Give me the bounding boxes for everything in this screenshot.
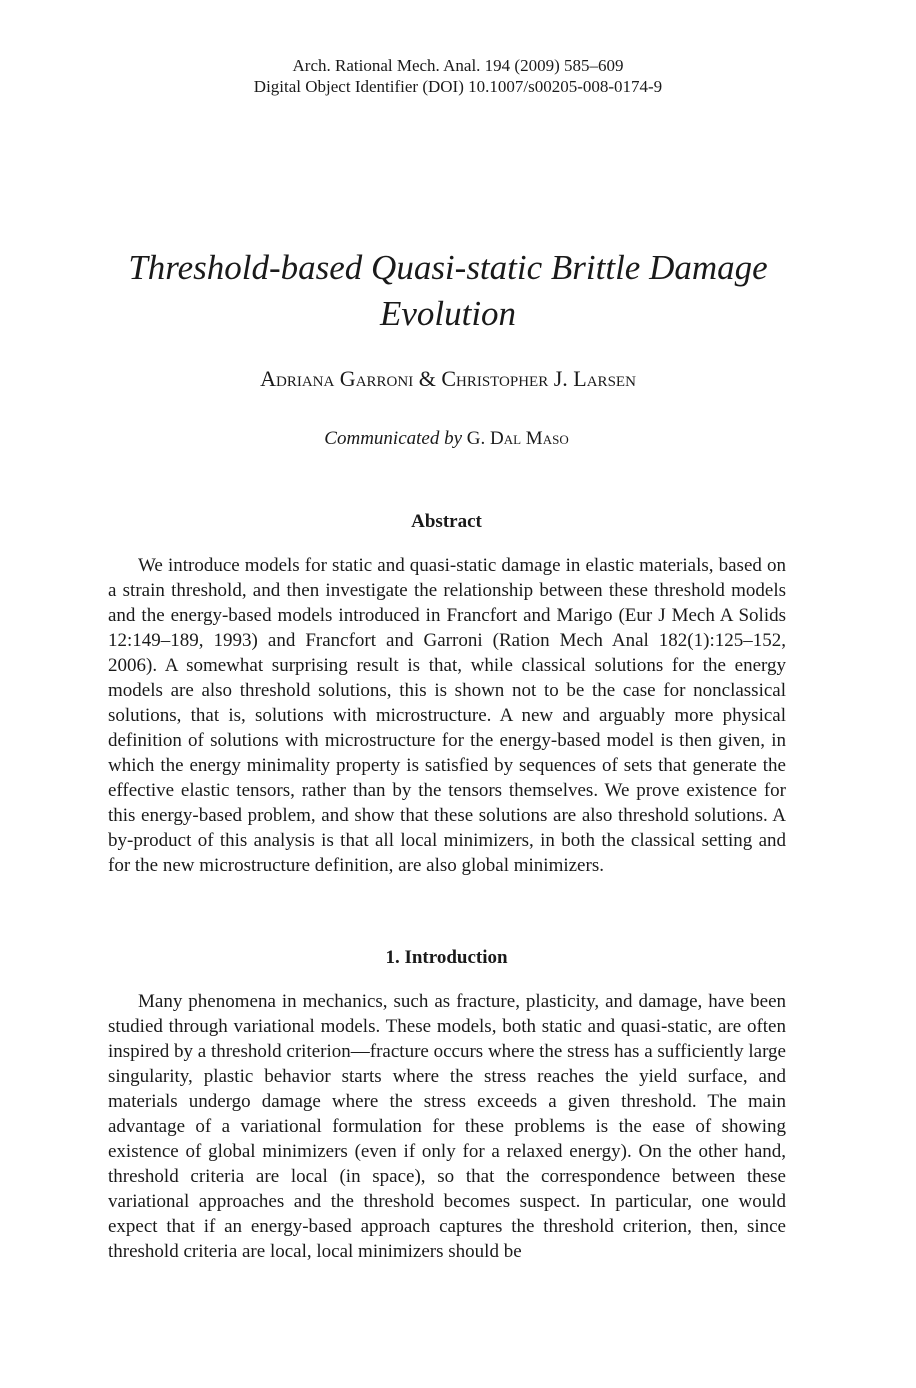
journal-citation: Arch. Rational Mech. Anal. 194 (2009) 585–609 bbox=[292, 56, 624, 75]
paper-title: Threshold-based Quasi-static Brittle Damage Evolution bbox=[128, 248, 768, 333]
abstract-text: We introduce models for static and quasi-static damage in elastic materials, based on a strain threshold, and then investigate the relationship between these threshold models and the energy-based models introduced in Francfort and Marigo (Eur J Mech A Solids 12:149–189, 1993) and Francfort and Garroni (Ration Mech Anal 182(1):125–152, 2006). A somewhat surprising result is that, while classical solutions for the energy models are also threshold solutions, this is shown not to be the case for nonclassical solutions, that is, solutions with microstructure. A new and arguably more physical definition of solutions with microstructure for the energy-based model is then given, in which the energy minimality property is satisfied by sequences of sets that generate the effective elastic tensors, rather than by the tensors themselves. We prove existence for this energy-based problem, and show that these solutions are also threshold solutions. A by-product of this analysis is that all local minimizers, in both the classical setting and for the new microstructure definition, are also global minimizers. bbox=[108, 555, 786, 876]
communicating-editor: G. Dal Maso bbox=[466, 428, 569, 449]
introduction-heading: 1. Introduction bbox=[385, 947, 508, 968]
communicated-label: Communicated by bbox=[324, 428, 463, 449]
abstract-heading: Abstract bbox=[411, 511, 482, 532]
communicated-by bbox=[0, 426, 893, 452]
journal-header bbox=[0, 55, 916, 97]
introduction-text: Many phenomena in mechanics, such as fracture, plasticity, and damage, have been studied through variational models. These models, both static and quasi-static, are often inspired by a threshold criterion—fracture occurs where the stress has a sufficiently large singularity, plastic behavior starts where the stress reaches the yield surface, and materials undergo damage where the stress exceeds a given threshold. The main advantage of a variational formulation for these problems is the ease of showing existence of global minimizers (even if only for a relaxed energy). On the other hand, threshold criteria are local (in space), so that the correspondence between these variational approaches and the threshold becomes suspect. In particular, one would expect that if an energy-based approach captures the threshold criterion, then, since threshold criteria are local, local minimizers should be bbox=[108, 991, 786, 1262]
paper-authors: Adriana Garroni & Christopher J. Larsen bbox=[260, 366, 636, 391]
doi-line: Digital Object Identifier (DOI) 10.1007/s00205-008-0174-9 bbox=[253, 77, 663, 96]
